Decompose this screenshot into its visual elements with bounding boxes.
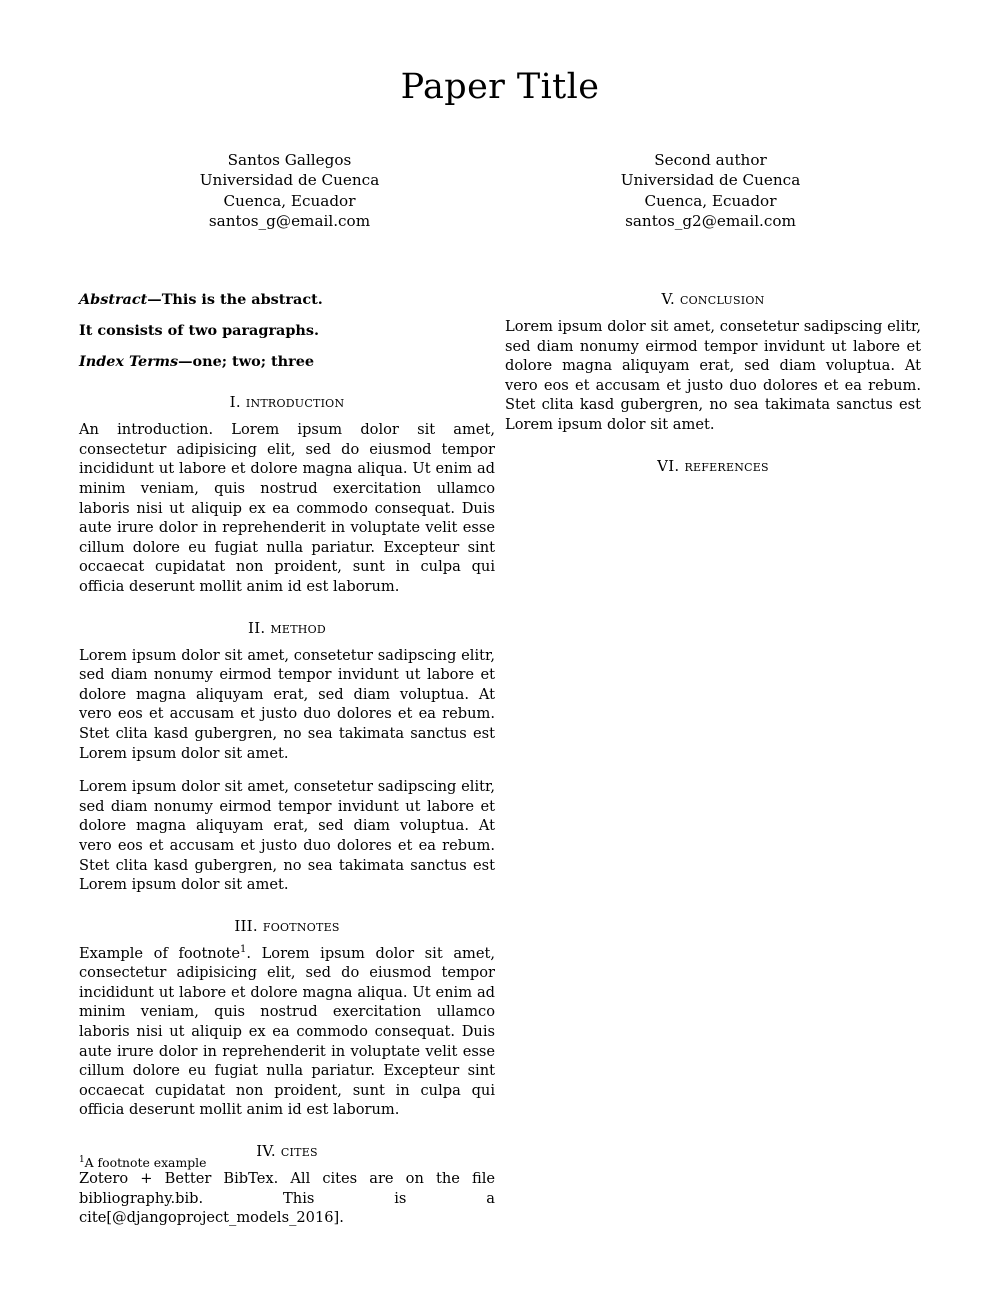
method-paragraph-1: Lorem ipsum dolor sit amet, consetetur sadipscing elitr, sed diam nonumy eirmod tempor invidunt ut labore et dolore magna aliquyam erat, sed diam voluptua. At vero eos et accusam et justo duo dolores et ea rebum. Stet clita kasd gubergren, no sea takimata sanctus est Lorem ipsum dolor sit amet. bbox=[79, 646, 495, 762]
section-heading-footnotes bbox=[79, 917, 495, 935]
section-number: VI. bbox=[657, 456, 680, 475]
author-location: Cuenca, Ecuador bbox=[644, 191, 777, 210]
section-name: introduction bbox=[245, 393, 345, 412]
author-email: santos_g@email.com bbox=[208, 211, 371, 230]
column-right bbox=[505, 290, 921, 484]
section-number: III. bbox=[234, 916, 258, 935]
section-number: I. bbox=[229, 393, 241, 412]
index-terms-label: Index Terms bbox=[79, 352, 179, 370]
section-heading-conclusion bbox=[505, 290, 921, 308]
author-email: santos_g2@email.com bbox=[625, 211, 796, 230]
index-terms-list: one; two; three bbox=[192, 352, 315, 370]
footnotes-paragraph-1 bbox=[79, 944, 495, 1120]
section-name: cites bbox=[280, 1142, 318, 1161]
author-block bbox=[79, 150, 921, 231]
footnote-area bbox=[79, 1155, 495, 1171]
index-terms bbox=[79, 352, 495, 371]
author-location: Cuenca, Ecuador bbox=[223, 191, 356, 210]
section-name: method bbox=[270, 618, 326, 637]
introduction-paragraph-1: An introduction. Lorem ipsum dolor sit amet, consectetur adipisicing elit, sed do eiusmod tempor incididunt ut labore et dolore magna aliqua. Ut enim ad minim veniam, quis nostrud exercitation ullamco laboris nisi ut aliquip ex ea commodo consequat. Duis aute irure dolor in reprehenderit in voluptate velit esse cillum dolore eu fugiat nulla pariatur. Excepteur sint occaecat cupidatat non proident, sunt in culpa qui officia deserunt mollit anim id est laborum. bbox=[79, 421, 495, 595]
section-heading-references bbox=[505, 457, 921, 475]
author-affiliation: Universidad de Cuenca bbox=[199, 171, 380, 190]
abstract-label: Abstract bbox=[79, 291, 148, 308]
footnote-reference-mark[interactable]: 1 bbox=[240, 943, 247, 955]
body-columns bbox=[79, 290, 921, 1227]
abstract-paragraph-2 bbox=[79, 321, 495, 340]
footnote-mark: 1 bbox=[79, 1154, 85, 1165]
abstract-dash: — bbox=[147, 291, 162, 308]
author-entry-2 bbox=[500, 150, 921, 231]
section-number: II. bbox=[248, 618, 266, 637]
author-name: Second author bbox=[654, 151, 767, 169]
abstract-text-1: This is the abstract. bbox=[161, 291, 323, 308]
method-paragraph-2: Lorem ipsum dolor sit amet, consetetur sadipscing elitr, sed diam nonumy eirmod tempor invidunt ut labore et dolore magna aliquyam erat, sed diam voluptua. At vero eos et accusam et justo duo dolores et ea rebum. Stet clita kasd gubergren, no sea takimata sanctus est Lorem ipsum dolor sit amet. bbox=[79, 778, 495, 894]
section-number: IV. bbox=[256, 1142, 276, 1161]
footnotes-text-before: Example of footnote bbox=[79, 944, 241, 962]
page-title: Paper Title bbox=[400, 67, 600, 107]
title-block bbox=[79, 68, 921, 107]
section-number: V. bbox=[661, 290, 675, 308]
footnote-text: A footnote example bbox=[84, 1155, 207, 1170]
column-left bbox=[79, 290, 495, 1228]
author-affiliation: Universidad de Cuenca bbox=[620, 171, 801, 190]
author-entry-1 bbox=[79, 150, 500, 231]
section-name: references bbox=[684, 456, 769, 475]
cites-paragraph-1: Zotero + Better BibTex. All cites are on the file bibliography.bib. This is a cite[@djangoproject_models_2016]. bbox=[79, 1170, 495, 1227]
section-name: footnotes bbox=[262, 916, 340, 935]
conclusion-paragraph-1: Lorem ipsum dolor sit amet, consetetur sadipscing elitr, sed diam nonumy eirmod tempor invidunt ut labore et dolore magna aliquyam erat, sed diam voluptua. At vero eos et accusam et justo duo dolores et ea rebum. Stet clita kasd gubergren, no sea takimata sanctus est Lorem ipsum dolor sit amet. bbox=[505, 318, 921, 433]
section-name: conclusion bbox=[680, 290, 765, 308]
abstract-text-2: It consists of two paragraphs. bbox=[79, 321, 319, 339]
index-terms-dash: — bbox=[178, 352, 193, 370]
abstract-paragraph-1 bbox=[79, 290, 495, 309]
author-name: Santos Gallegos bbox=[227, 151, 352, 169]
footnotes-text-after: . Lorem ipsum dolor sit amet, consectetur adipisicing elit, sed do eiusmod tempor incididunt ut labore et dolore magna aliqua. Ut enim ad minim veniam, quis nostrud exercitation ullamco laboris nisi ut aliquip ex ea commodo consequat. Duis aute irure dolor in reprehenderit in voluptate velit esse cillum dolore eu fugiat nulla pariatur. Excepteur sint occaecat cupidatat non proident, sunt in culpa qui officia deserunt mollit anim id est laborum. bbox=[79, 944, 495, 1119]
section-heading-method bbox=[79, 619, 495, 637]
section-heading-introduction bbox=[79, 393, 495, 411]
